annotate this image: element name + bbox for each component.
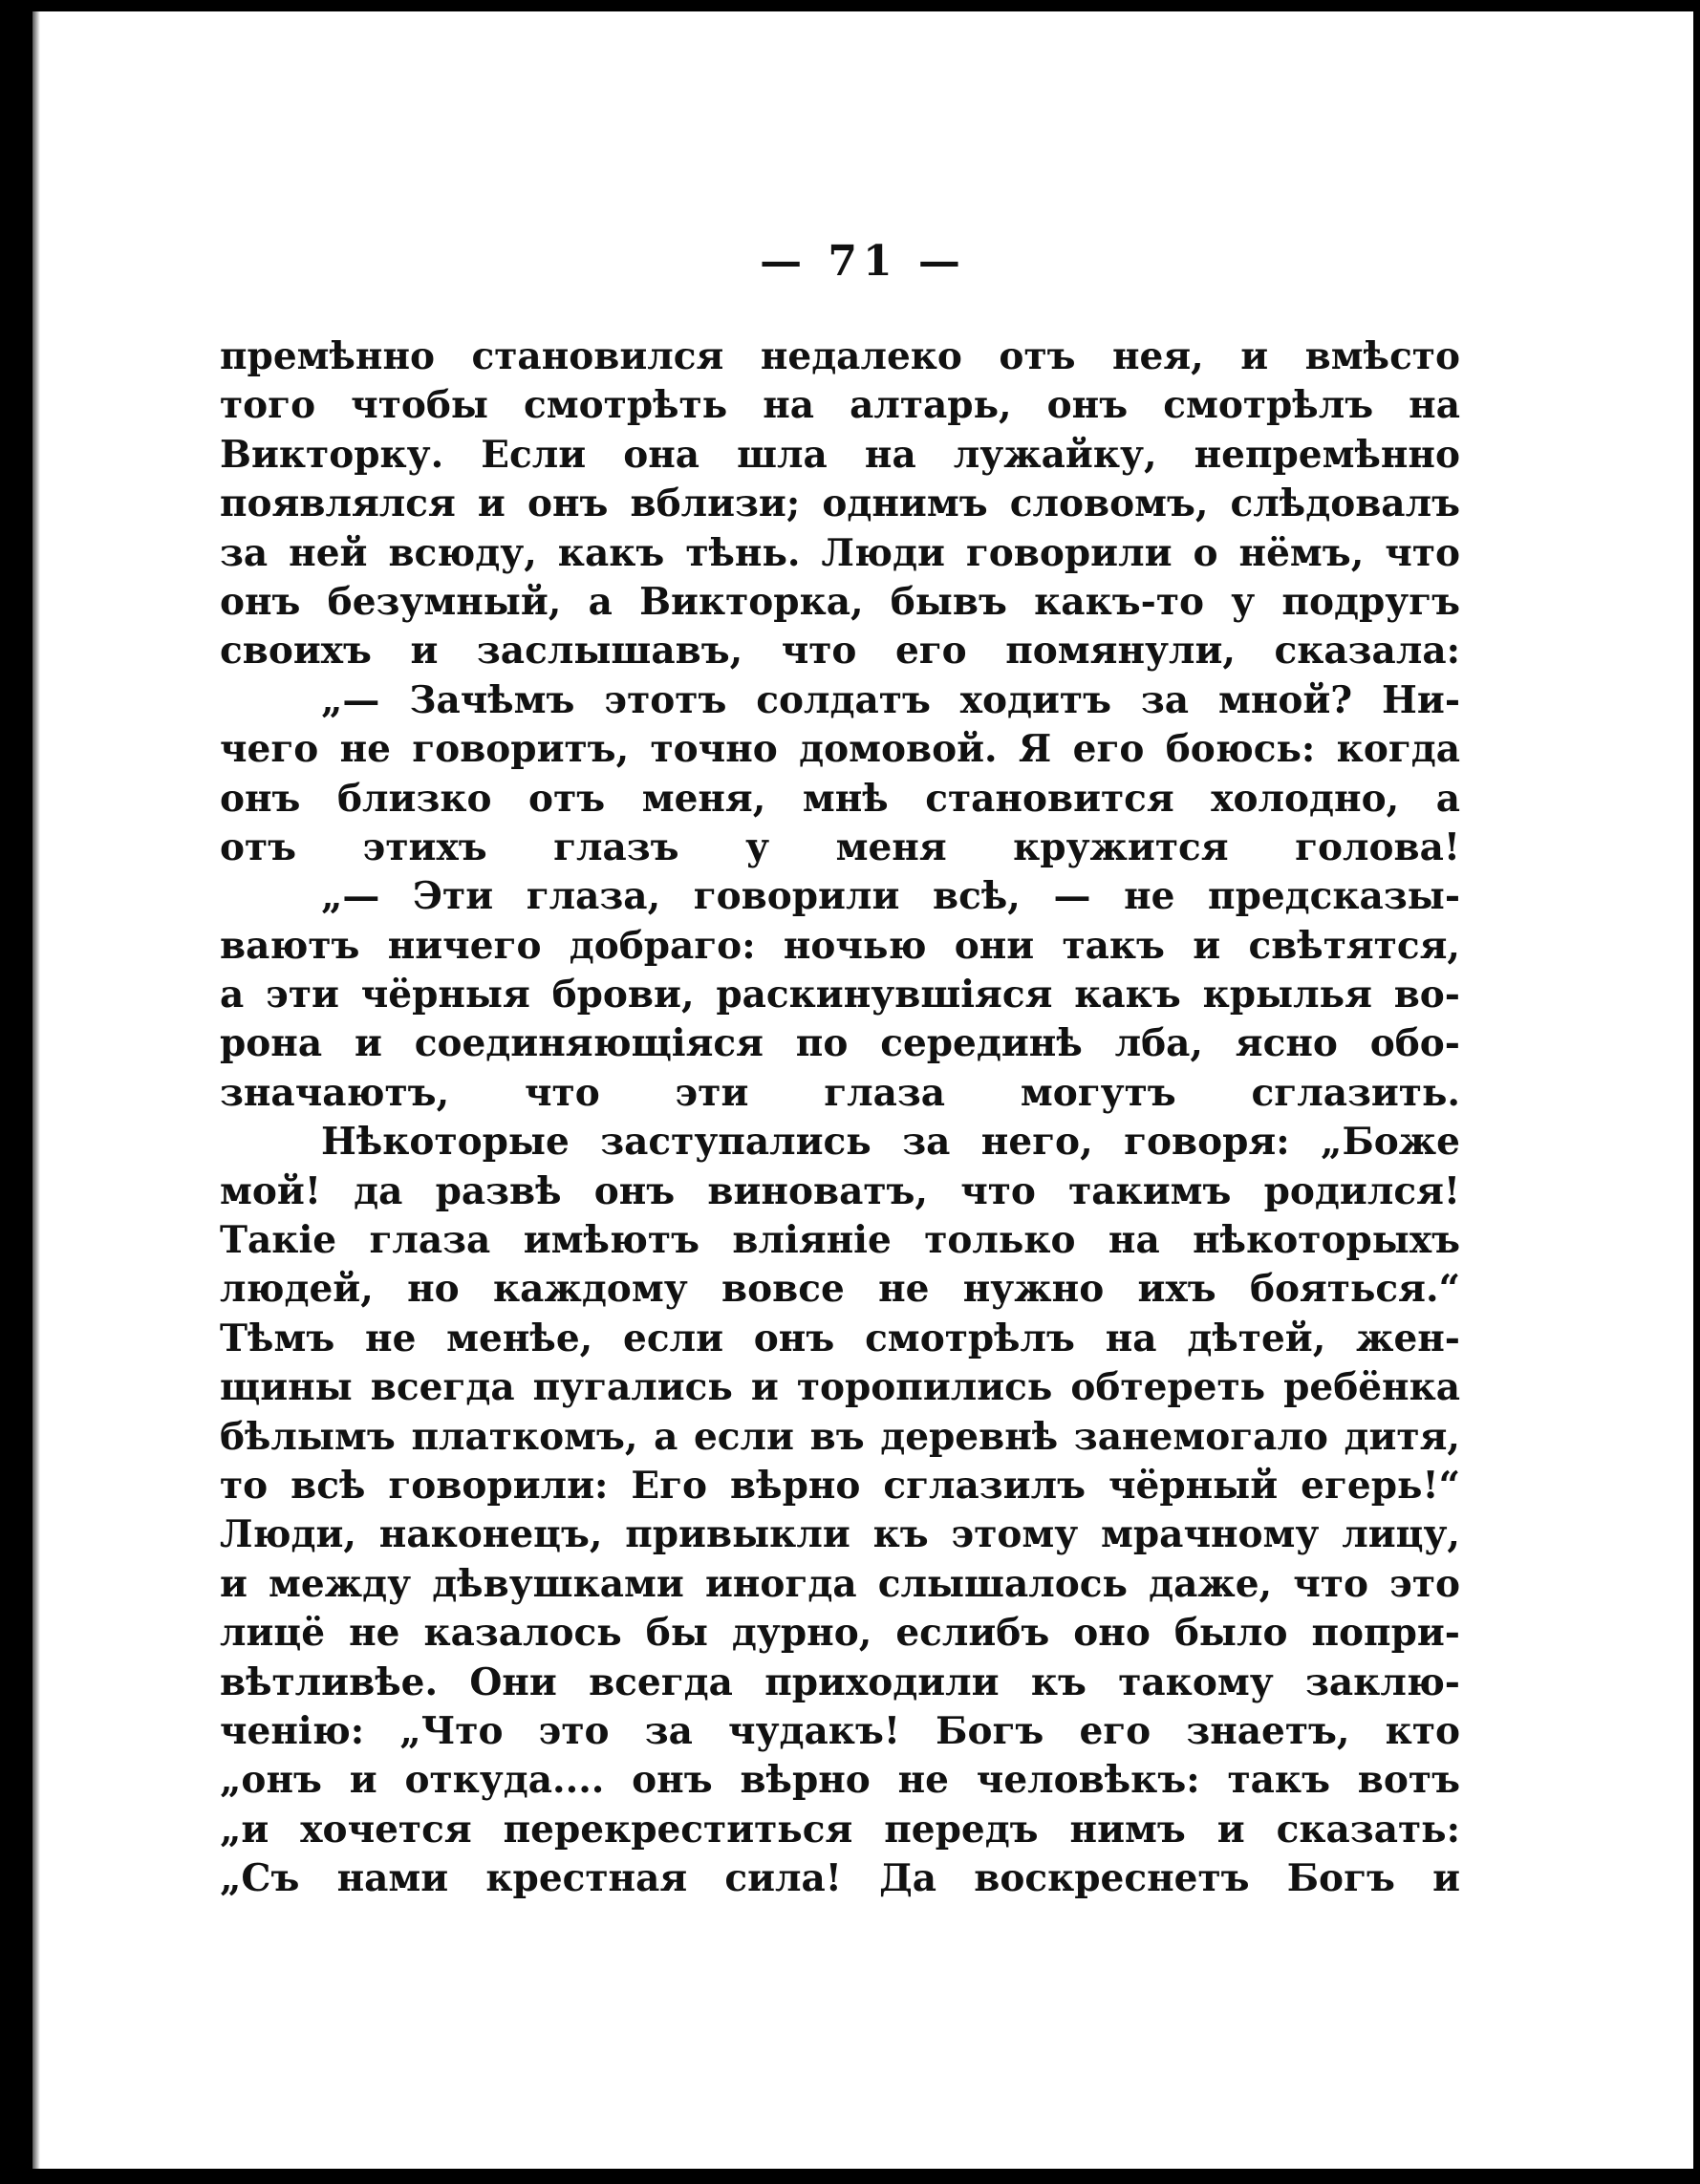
text-line: того чтобы смотрѣть на алтарь, онъ смотрѣлъ на — [220, 383, 1460, 428]
body-text — [220, 332, 1460, 1904]
text-line: „и хочется перекреститься передъ нимъ и сказать: — [220, 1807, 1460, 1852]
text-line: „— Зачѣмъ этотъ солдатъ ходитъ за мной? Ни- — [321, 677, 1460, 722]
text-line: Нѣкоторые заступались за него, говоря: „Боже — [321, 1120, 1460, 1165]
text-line: Люди, наконецъ, привыкли къ этому мрачному лицу, — [220, 1512, 1460, 1557]
text-line: онъ близко отъ меня, мнѣ становится холодно, а — [220, 776, 1460, 821]
page-edge-shadow — [32, 11, 40, 2169]
text-line: ваютъ ничего добраго: ночью они такъ и свѣтятся, — [220, 923, 1460, 968]
text-line: значаютъ, что эти глаза могутъ сглазить. — [220, 1070, 1460, 1115]
text-line: „Съ нами крестная сила! Да воскреснетъ Богъ и — [220, 1856, 1460, 1901]
text-line: „онъ и откуда.... онъ вѣрно не человѣкъ: такъ вотъ — [220, 1758, 1460, 1803]
book-page — [32, 11, 1693, 2169]
text-line: лицё не казалось бы дурно, еслибъ оно было попри- — [220, 1611, 1460, 1656]
text-line: а эти чёрныя брови, раскинувшіяся какъ крылья во- — [220, 973, 1460, 1017]
text-line: вѣтливѣе. Они всегда приходили къ такому заклю- — [220, 1659, 1460, 1704]
text-line: людей, но каждому вовсе не нужно ихъ бояться.“ — [220, 1267, 1460, 1312]
page-number: — 71 — — [760, 237, 966, 286]
text-line: бѣлымъ платкомъ, а если въ деревнѣ занемогало дитя, — [220, 1414, 1460, 1459]
text-line: за ней всюду, какъ тѣнь. Люди говорили о нёмъ, что — [220, 530, 1460, 575]
text-line: чего не говоритъ, точно домовой. Я его боюсь: когда — [220, 727, 1460, 772]
text-line: ченію: „Что это за чудакъ! Богъ его знаетъ, кто — [220, 1708, 1460, 1753]
text-line: онъ безумный, а Викторка, бывъ какъ-то у подругъ — [220, 579, 1460, 624]
text-line: своихъ и заслышавъ, что его помянули, сказала: — [220, 629, 1460, 674]
text-line: то всѣ говорили: Его вѣрно сглазилъ чёрный егерь!“ — [220, 1463, 1460, 1508]
text-line: отъ этихъ глазъ у меня кружится голова! — [220, 824, 1460, 869]
text-line: Такіе глаза имѣютъ вліяніе только на нѣкоторыхъ — [220, 1218, 1460, 1263]
text-line: появлялся и онъ вблизи; однимъ словомъ, слѣдовалъ — [220, 482, 1460, 526]
text-line: Тѣмъ не менѣе, если онъ смотрѣлъ на дѣтей, жен- — [220, 1316, 1460, 1360]
text-line: премѣнно становился недалеко отъ нея, и вмѣсто — [220, 334, 1460, 378]
text-line: Викторку. Если она шла на лужайку, непремѣнно — [220, 432, 1460, 477]
text-line: щины всегда пугались и торопились обтереть ребёнка — [220, 1365, 1460, 1410]
text-line: „— Эти глаза, говорили всѣ, — не предсказы- — [321, 874, 1460, 919]
text-line: и между дѣвушками иногда слышалось даже, что это — [220, 1561, 1460, 1606]
text-line: рона и соединяющіяся по серединѣ лба, ясно обо- — [220, 1021, 1460, 1066]
text-line: мой! да развѣ онъ виноватъ, что такимъ родился! — [220, 1168, 1460, 1213]
